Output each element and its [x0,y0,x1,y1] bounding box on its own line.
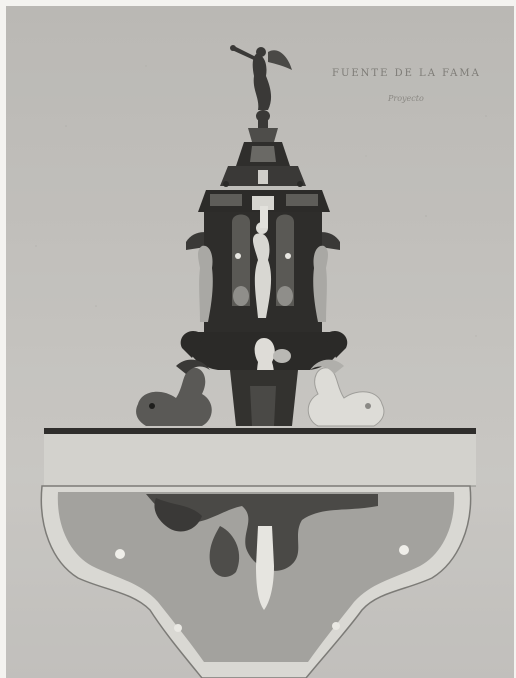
photographic-plate [6,6,514,678]
console-shelf [44,428,476,486]
fountain-drawing [6,6,514,678]
fountain-pavilion [186,190,340,332]
plate-subtitle: Proyecto [388,94,424,103]
plate-title: FUENTE DE LA FAMA [332,68,481,79]
